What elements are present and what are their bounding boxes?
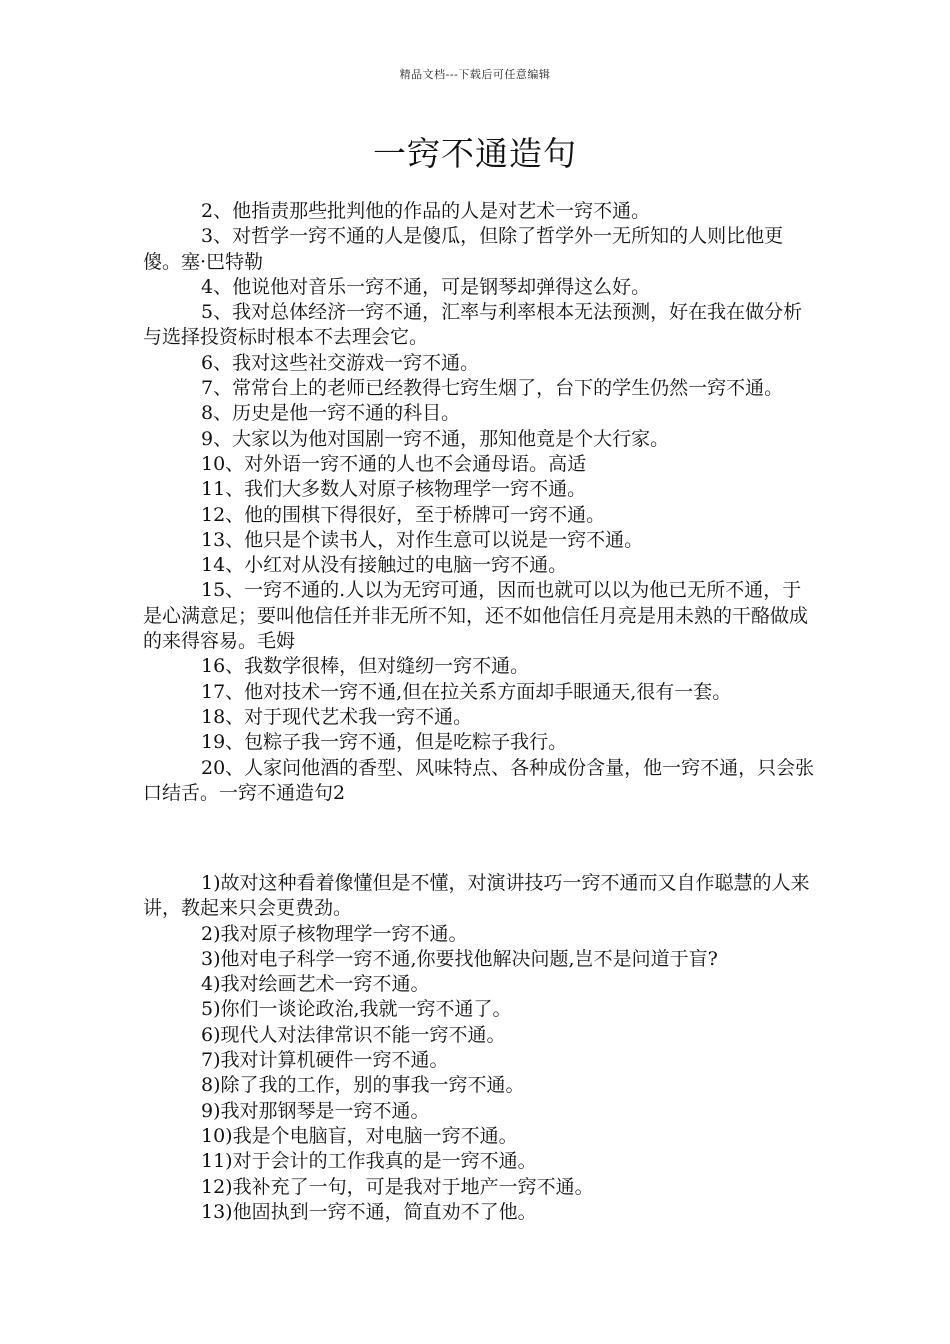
sentence-item: 3)他对电子科学一窍不通,你要找他解决问题,岂不是问道于盲? [201, 947, 718, 970]
sentence-item: 10)我是个电脑盲，对电脑一窍不通。 [201, 1124, 518, 1147]
document-title: 一窍不通造句 [373, 134, 577, 173]
sentence-item: 10、对外语一窍不通的人也不会通母语。高适 [201, 452, 587, 475]
sentence-item: 9、大家以为他对国剧一窍不通，那知他竟是个大行家。 [201, 427, 670, 450]
sentence-item: 13、他只是个读书人，对作生意可以说是一窍不通。 [201, 528, 644, 551]
sentence-item: 11、我们大多数人对原子核物理学一窍不通。 [201, 478, 587, 501]
sentence-item: 5)你们一谈论政治,我就一窍不通了。 [201, 998, 512, 1021]
sentence-list-1 [143, 199, 815, 806]
sentence-item: 7、常常台上的老师已经教得七窍生烟了，台下的学生仍然一窍不通。 [201, 377, 784, 400]
sentence-item: 4)我对绘画艺术一窍不通。 [201, 973, 430, 996]
sentence-item: 9)我对那钢琴是一窍不通。 [201, 1099, 430, 1122]
sentence-item: 2、他指责那些批判他的作品的人是对艺术一窍不通。 [201, 200, 651, 222]
sentence-item: 8、历史是他一窍不通的科目。 [201, 402, 461, 425]
sentence-item: 12、他的围棋下得很好，至于桥牌可一窍不通。 [201, 503, 606, 526]
sentence-item: 19、包粽子我一窍不通，但是吃粽子我行。 [201, 731, 568, 754]
sentence-item: 13)他固执到一窍不通，简直劝不了他。 [201, 1200, 537, 1223]
page-header: 精品文档---下载后可任意编辑 [399, 68, 551, 81]
sentence-item: 4、他说他对音乐一窍不通，可是钢琴却弹得这么好。 [201, 275, 651, 298]
sentence-item: 8)除了我的工作，别的事我一窍不通。 [201, 1074, 525, 1097]
sentence-item: 12)我补充了一句，可是我对于地产一窍不通。 [201, 1175, 594, 1198]
sentence-item: 14、小红对从没有接触过的电脑一窍不通。 [201, 554, 568, 577]
sentence-item: 5、我对总体经济一窍不通，汇率与利率根本无法预测，好在我在做分析与选择投资标时根本不去理会它。 [143, 301, 803, 349]
sentence-item: 6)现代人对法律常识不能一窍不通。 [201, 1023, 506, 1046]
sentence-item: 7)我对计算机硬件一窍不通。 [201, 1049, 449, 1072]
sentence-item: 18、对于现代艺术我一窍不通。 [201, 705, 473, 728]
sentence-item: 15、一窍不通的.人以为无窍可通，因而也就可以以为他已无所不通，于是心满意足；要叫他信任并非无所不知，还不如他信任月亮是用未熟的干酪做成的来得容易。毛姆 [143, 579, 809, 653]
sentence-item: 17、他对技术一窍不通,但在拉关系方面却手眼通天,很有一套。 [201, 680, 732, 703]
sentence-item: 2)我对原子核物理学一窍不通。 [201, 922, 468, 945]
sentence-item: 6、我对这些社交游戏一窍不通。 [201, 351, 480, 374]
sentence-item: 20、人家问他酒的香型、风味特点、各种成份含量，他一窍不通，只会张口结舌。一窍不通造句2 [143, 756, 815, 804]
sentence-item: 16、我数学很棒，但对缝纫一窍不通。 [201, 655, 530, 678]
sentence-item: 11)对于会计的工作我真的是一窍不通。 [201, 1150, 537, 1173]
sentence-item: 1)故对这种看着像懂但是不懂，对演讲技巧一窍不通而又自作聪慧的人来讲，教起来只会更费劲。 [143, 872, 810, 920]
sentence-item: 3、对哲学一窍不通的人是傻瓜，但除了哲学外一无所知的人则比他更傻。塞·巴特勒 [143, 225, 784, 273]
sentence-list-2 [143, 871, 815, 1225]
